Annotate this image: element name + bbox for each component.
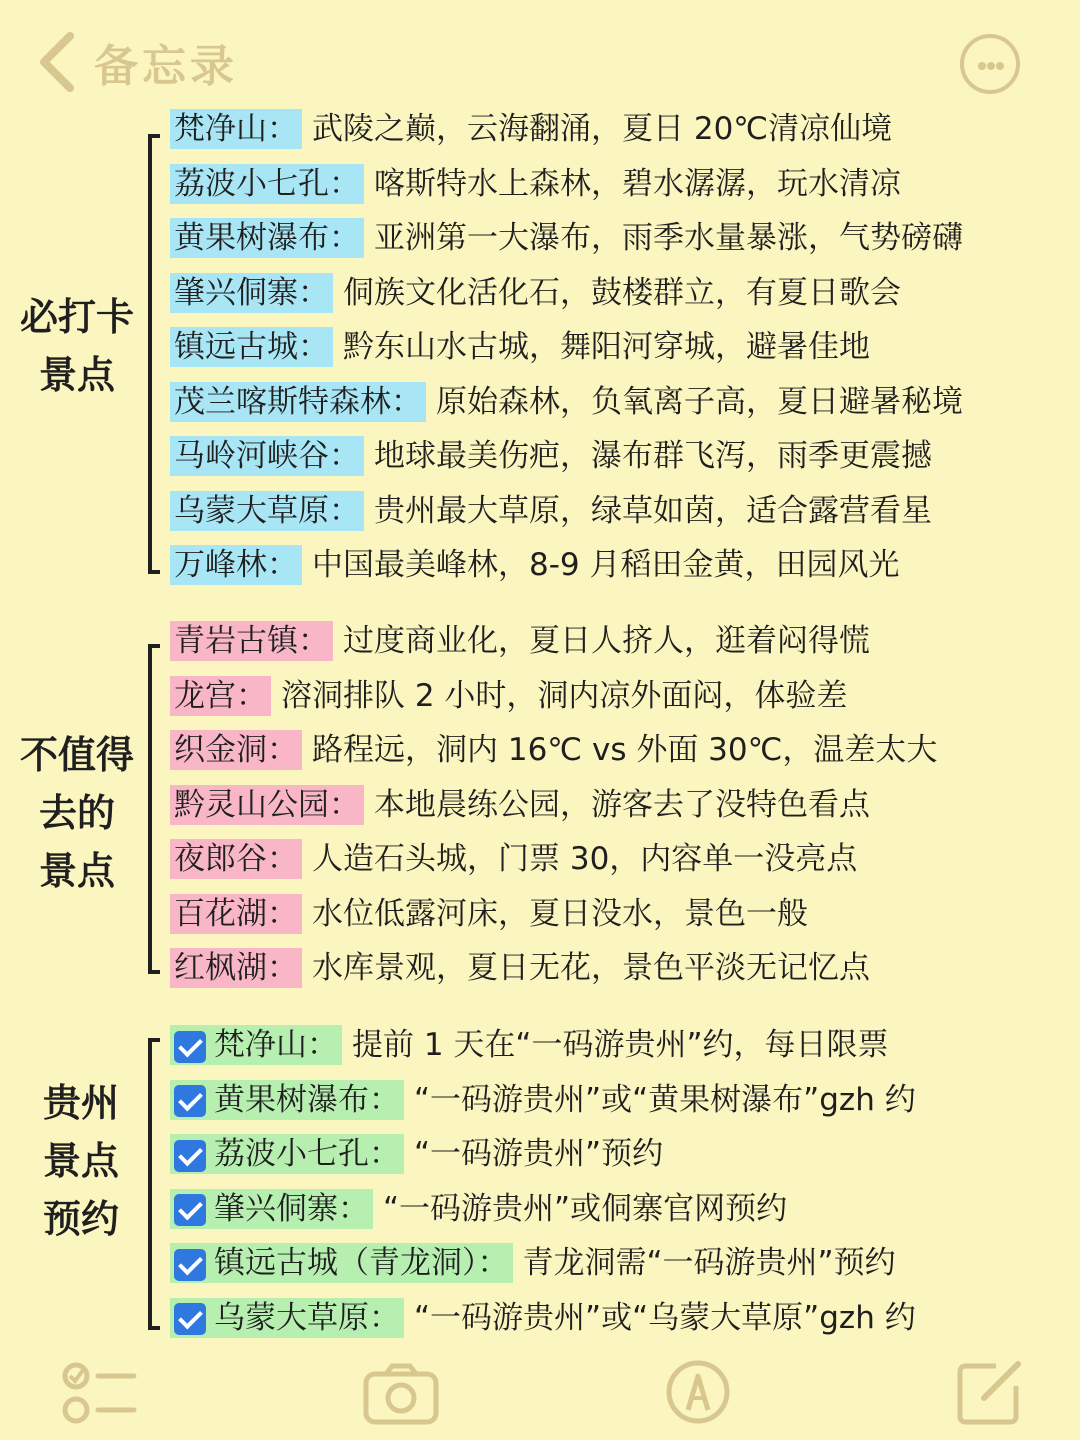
bracket xyxy=(148,134,160,574)
list-item: 梵净山： 武陵之巅，云海翻涌，夏日 20℃清凉仙境 xyxy=(170,102,963,157)
pen-markup-icon[interactable] xyxy=(664,1358,732,1426)
section-not-worth xyxy=(0,614,1080,994)
list-item: 万峰林： 中国最美峰林，8-9 月稻田金黄，田园风光 xyxy=(170,538,963,593)
list-item: 乌蒙大草原： 贵州最大草原，绿草如茵，适合露营看星 xyxy=(170,484,963,539)
list-item: 镇远古城（青龙洞）： 青龙洞需“一码游贵州”预约 xyxy=(170,1236,916,1291)
list-item: 龙宫： 溶洞排队 2 小时，洞内凉外面闷，体验差 xyxy=(170,669,937,724)
checkbox-checked-icon[interactable] xyxy=(174,1249,206,1281)
list-item: 黄果树瀑布： 亚洲第一大瀑布，雨季水量暴涨，气势磅礴 xyxy=(170,211,963,266)
section-must-visit xyxy=(0,102,1080,592)
list-item: 肇兴侗寨： “一码游贵州”或侗寨官网预约 xyxy=(170,1182,916,1237)
checkbox-checked-icon[interactable] xyxy=(174,1140,206,1172)
section-label: 贵州 景点 预约 xyxy=(42,1081,119,1241)
camera-icon[interactable] xyxy=(362,1362,440,1426)
compose-icon[interactable] xyxy=(956,1358,1024,1426)
list-item: 红枫湖： 水库景观，夏日无花，景色平淡无记忆点 xyxy=(170,941,937,996)
bracket xyxy=(148,644,160,974)
section-label: 必打卡 景点 xyxy=(19,295,134,397)
checkbox-checked-icon[interactable] xyxy=(174,1085,206,1117)
checkbox-checked-icon[interactable] xyxy=(174,1031,206,1063)
page-title: 备忘录 xyxy=(94,41,238,92)
list-item: 荔波小七孔： 喀斯特水上森林，碧水潺潺，玩水清凉 xyxy=(170,157,963,212)
list-item: 肇兴侗寨： 侗族文化活化石，鼓楼群立，有夏日歌会 xyxy=(170,266,963,321)
list-item: 夜郎谷： 人造石头城，门票 30，内容单一没亮点 xyxy=(170,832,937,887)
list-item: 青岩古镇： 过度商业化，夏日人挤人，逛着闷得慌 xyxy=(170,614,937,669)
bracket xyxy=(148,1038,160,1330)
nav-bar xyxy=(0,0,1080,110)
chevron-left-icon[interactable] xyxy=(34,30,82,94)
list-item: 黄果树瀑布： “一码游贵州”或“黄果树瀑布”gzh 约 xyxy=(170,1073,916,1128)
checkbox-checked-icon[interactable] xyxy=(174,1194,206,1226)
list-item: 织金洞： 路程远，洞内 16℃ vs 外面 30℃，温差太大 xyxy=(170,723,937,778)
list-item: 百花湖： 水位低露河床，夏日没水，景色一般 xyxy=(170,887,937,942)
list-item: 荔波小七孔： “一码游贵州”预约 xyxy=(170,1127,916,1182)
list-item: 黔灵山公园： 本地晨练公园，游客去了没特色看点 xyxy=(170,778,937,833)
list-item: 马岭河峡谷： 地球最美伤疤，瀑布群飞泻，雨季更震撼 xyxy=(170,429,963,484)
section-reservation xyxy=(0,1018,1080,1348)
list-item: 镇远古城： 黔东山水古城，舞阳河穿城，避暑佳地 xyxy=(170,320,963,375)
checklist-icon[interactable] xyxy=(62,1360,138,1426)
list-item: 乌蒙大草原： “一码游贵州”或“乌蒙大草原”gzh 约 xyxy=(170,1291,916,1346)
list-item: 梵净山： 提前 1 天在“一码游贵州”约，每日限票 xyxy=(170,1018,916,1073)
section-label: 不值得 去的 景点 xyxy=(19,733,134,893)
bottom-toolbar xyxy=(0,1350,1080,1440)
ellipsis-circle-icon[interactable] xyxy=(960,34,1020,94)
list-item: 茂兰喀斯特森林： 原始森林，负氧离子高，夏日避暑秘境 xyxy=(170,375,963,430)
checkbox-checked-icon[interactable] xyxy=(174,1303,206,1335)
